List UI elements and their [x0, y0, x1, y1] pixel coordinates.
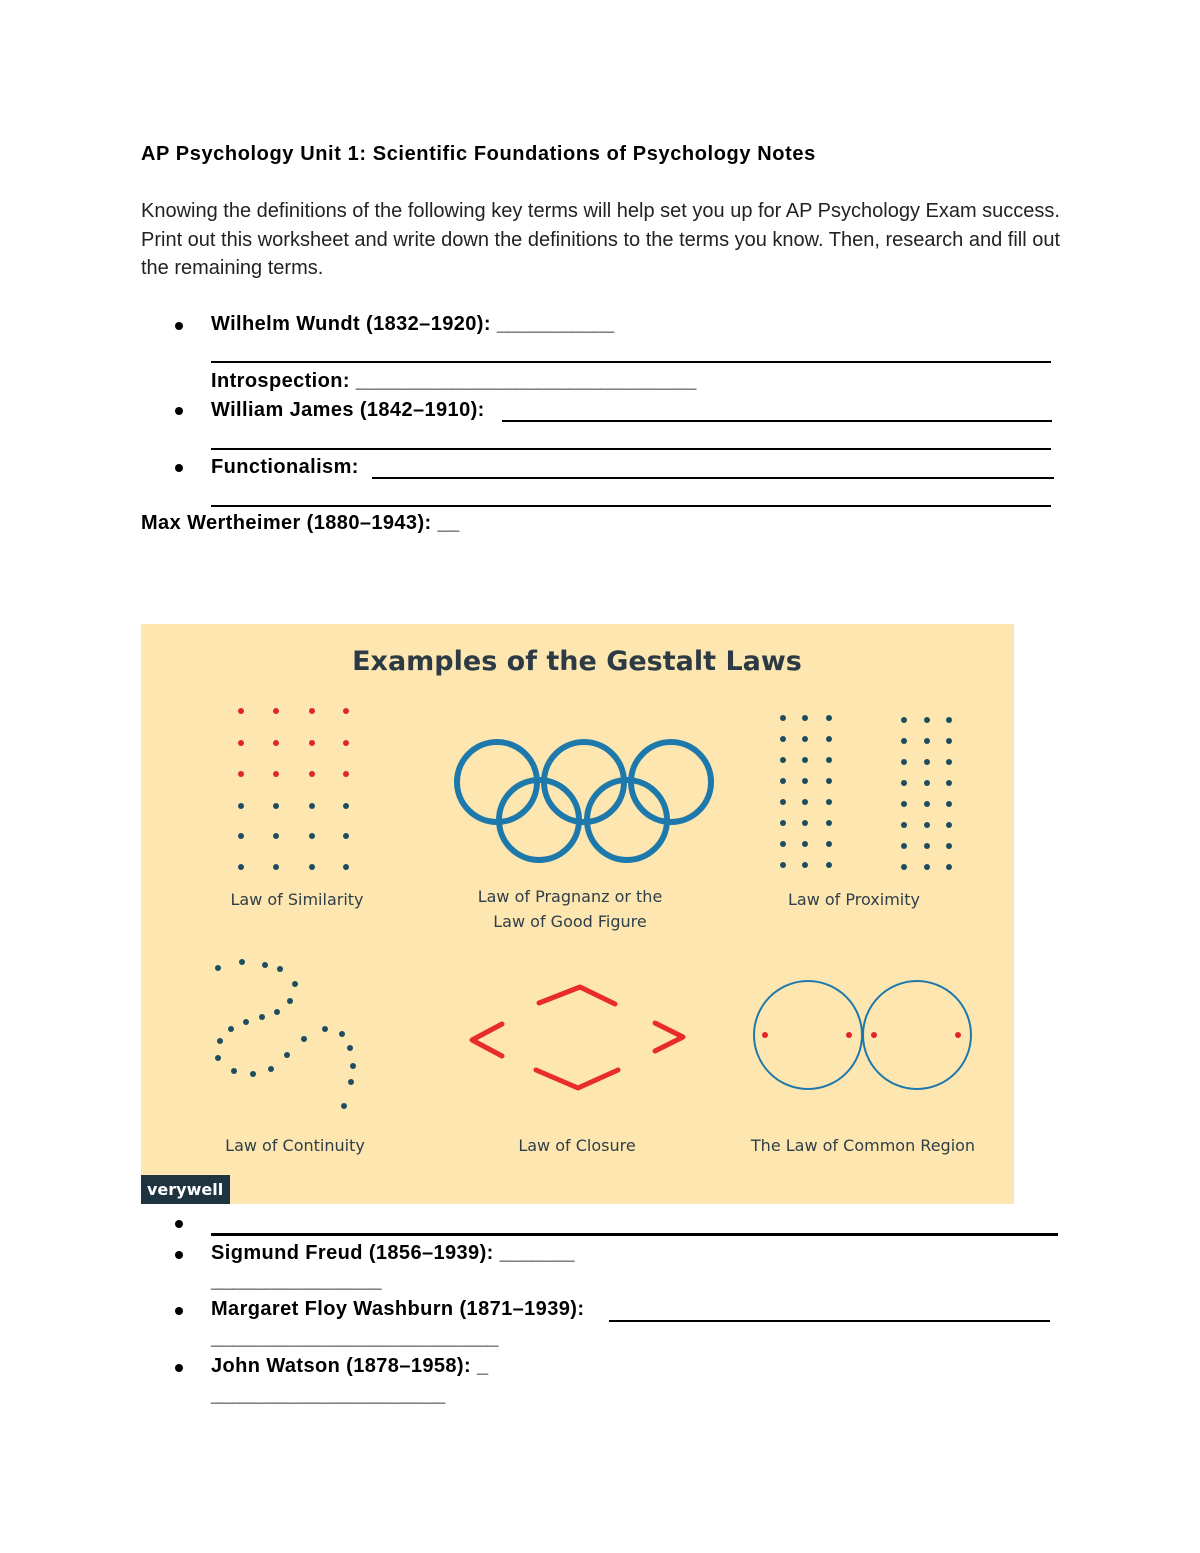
similarity-dot [238, 740, 244, 746]
term-freud [211, 1242, 574, 1265]
proximity-dot [946, 801, 952, 807]
label-proximity: Law of Proximity [788, 890, 920, 909]
similarity-dot [273, 771, 279, 777]
continuity-dot [217, 1038, 223, 1044]
horizontal-rule [211, 1233, 1058, 1236]
answer-blank[interactable]: ________________ [211, 1270, 381, 1292]
answer-continuation[interactable] [211, 1270, 381, 1293]
continuity-dot [339, 1031, 345, 1037]
proximity-dot [802, 820, 808, 826]
region-circle-right [863, 981, 971, 1089]
common-region [754, 981, 971, 1089]
proximity-dot [826, 799, 832, 805]
continuity-dot [322, 1026, 328, 1032]
similarity-dot [309, 708, 315, 714]
continuity-dot [239, 959, 245, 965]
proximity-dot [780, 736, 786, 742]
proximity-dot [901, 864, 907, 870]
proximity-dot [780, 715, 786, 721]
term-james [211, 399, 485, 422]
closure-top [539, 987, 615, 1004]
proximity-dot [946, 738, 952, 744]
term-wertheimer [141, 512, 459, 535]
term-james-label: William James (1842–1910): [211, 399, 485, 421]
proximity-dot [901, 759, 907, 765]
continuity-dot [215, 1055, 221, 1061]
proximity-dot [802, 757, 808, 763]
answer-line[interactable] [372, 477, 1054, 479]
similarity-dot [238, 708, 244, 714]
term-wertheimer-label: Max Wertheimer (1880–1943): [141, 512, 438, 534]
similarity-dot [273, 864, 279, 870]
similarity-dot [273, 833, 279, 839]
term-introspection-label: Introspection: [211, 370, 356, 392]
similarity-dot [273, 803, 279, 809]
continuity-dot [259, 1014, 265, 1020]
continuity-dot [243, 1019, 249, 1025]
bullet-icon [175, 1364, 183, 1372]
page-title: AP Psychology Unit 1: Scientific Foundations of Psychology Notes [141, 143, 816, 165]
term-watson-label: John Watson (1878–1958): [211, 1355, 478, 1377]
proximity-dot [780, 757, 786, 763]
label-closure: Law of Closure [518, 1136, 636, 1155]
similarity-dot [273, 740, 279, 746]
similarity-dot [343, 708, 349, 714]
similarity-dot [343, 864, 349, 870]
proximity-dot [924, 717, 930, 723]
continuity-dots [215, 959, 356, 1109]
term-watson [211, 1355, 488, 1378]
similarity-dot [343, 803, 349, 809]
continuity-dot [277, 966, 283, 972]
proximity-dot [946, 759, 952, 765]
bullet-icon [175, 322, 183, 330]
proximity-dot [901, 717, 907, 723]
answer-blank[interactable]: ________________________________ [355, 370, 696, 392]
answer-line[interactable] [609, 1320, 1050, 1322]
continuity-dot [287, 998, 293, 1004]
answer-line[interactable] [211, 361, 1051, 363]
proximity-dot [901, 822, 907, 828]
answer-line[interactable] [502, 420, 1052, 422]
proximity-dot [946, 717, 952, 723]
proximity-dots [780, 715, 952, 870]
similarity-dot [343, 833, 349, 839]
gestalt-illustration [141, 624, 1014, 1204]
continuity-dot [284, 1052, 290, 1058]
gestalt-laws-figure [141, 624, 1014, 1204]
proximity-dot [924, 843, 930, 849]
proximity-dot [826, 862, 832, 868]
term-wundt-label: Wilhelm Wundt (1832–1920): [211, 313, 497, 335]
proximity-dot [802, 862, 808, 868]
answer-continuation[interactable] [211, 1384, 445, 1407]
proximity-dot [946, 822, 952, 828]
similarity-dot [309, 803, 315, 809]
similarity-dot [309, 740, 315, 746]
similarity-dot [309, 771, 315, 777]
closure-shapes [472, 987, 683, 1088]
region-dot [871, 1032, 877, 1038]
proximity-dot [780, 820, 786, 826]
answer-blank[interactable]: ______________________ [211, 1384, 445, 1406]
proximity-dot [946, 843, 952, 849]
region-dot [955, 1032, 961, 1038]
pragnanz-rings [457, 742, 711, 860]
proximity-dot [901, 843, 907, 849]
label-pragnanz-2: Law of Good Figure [493, 912, 647, 931]
continuity-dot [348, 1079, 354, 1085]
bullet-icon [175, 1307, 183, 1315]
similarity-dot [273, 708, 279, 714]
answer-blank[interactable]: _ [477, 1355, 488, 1377]
term-introspection [211, 370, 696, 393]
similarity-dot [238, 803, 244, 809]
continuity-dot [274, 1009, 280, 1015]
label-pragnanz-1: Law of Pragnanz or the [477, 887, 663, 906]
closure-right [655, 1023, 683, 1051]
proximity-dot [826, 820, 832, 826]
closure-left [472, 1024, 502, 1056]
bullet-icon [175, 464, 183, 472]
proximity-dot [924, 822, 930, 828]
term-functionalism-label: Functionalism: [211, 456, 359, 478]
continuity-dot [250, 1071, 256, 1077]
proximity-dot [826, 736, 832, 742]
answer-continuation[interactable] [211, 1327, 498, 1350]
term-wundt [211, 313, 614, 336]
similarity-dot [238, 864, 244, 870]
continuity-dot [301, 1036, 307, 1042]
answer-blank[interactable]: __ [437, 512, 459, 534]
similarity-dot [343, 771, 349, 777]
proximity-dot [901, 801, 907, 807]
proximity-dot [802, 841, 808, 847]
figure-title: Examples of the Gestalt Laws [352, 646, 802, 677]
term-washburn-label: Margaret Floy Washburn (1871–1939): [211, 1298, 585, 1320]
proximity-dot [780, 862, 786, 868]
proximity-dot [780, 841, 786, 847]
continuity-dot [231, 1068, 237, 1074]
proximity-dot [901, 738, 907, 744]
label-similarity: Law of Similarity [230, 890, 364, 909]
continuity-dot [262, 962, 268, 968]
proximity-dot [802, 715, 808, 721]
continuity-dot [228, 1026, 234, 1032]
continuity-dot [292, 981, 298, 987]
bullet-icon [175, 1251, 183, 1259]
answer-line[interactable] [211, 448, 1051, 450]
continuity-dot [350, 1063, 356, 1069]
proximity-dot [826, 757, 832, 763]
proximity-dot [946, 864, 952, 870]
term-washburn [211, 1298, 584, 1321]
proximity-dot [826, 778, 832, 784]
proximity-dot [924, 780, 930, 786]
proximity-dot [780, 799, 786, 805]
proximity-dot [802, 778, 808, 784]
similarity-dot [238, 833, 244, 839]
region-circle-left [754, 981, 862, 1089]
proximity-dot [901, 780, 907, 786]
verywell-logo: verywell [141, 1175, 230, 1204]
similarity-dots [238, 708, 349, 870]
bullet-icon [175, 407, 183, 415]
answer-blank[interactable]: _______ [499, 1242, 575, 1264]
proximity-dot [802, 799, 808, 805]
proximity-dot [924, 801, 930, 807]
bullet-icon [175, 1220, 183, 1228]
region-dot [762, 1032, 768, 1038]
similarity-dot [238, 771, 244, 777]
proximity-dot [802, 736, 808, 742]
label-continuity: Law of Continuity [225, 1136, 365, 1155]
proximity-dot [946, 780, 952, 786]
continuity-dot [215, 965, 221, 971]
proximity-dot [924, 759, 930, 765]
answer-line[interactable] [211, 505, 1051, 507]
label-common-region: The Law of Common Region [750, 1136, 976, 1155]
term-functionalism [211, 456, 359, 479]
closure-bottom [536, 1070, 618, 1088]
term-freud-label: Sigmund Freud (1856–1939): [211, 1242, 500, 1264]
region-dot [846, 1032, 852, 1038]
similarity-dot [309, 833, 315, 839]
continuity-dot [347, 1045, 353, 1051]
proximity-dot [924, 864, 930, 870]
intro-paragraph: Knowing the definitions of the following key terms will help set you up for AP Psychology Exam success. Print out this worksheet and write down the definitions to the terms you know. Then, research and fill out the remaining terms. [141, 200, 1061, 279]
continuity-dot [341, 1103, 347, 1109]
answer-blank[interactable]: ___________ [496, 313, 614, 335]
proximity-dot [780, 778, 786, 784]
continuity-dot [268, 1066, 274, 1072]
proximity-dot [826, 715, 832, 721]
similarity-dot [343, 740, 349, 746]
similarity-dot [309, 864, 315, 870]
proximity-dot [924, 738, 930, 744]
answer-blank[interactable]: ___________________________ [211, 1327, 498, 1349]
proximity-dot [826, 841, 832, 847]
